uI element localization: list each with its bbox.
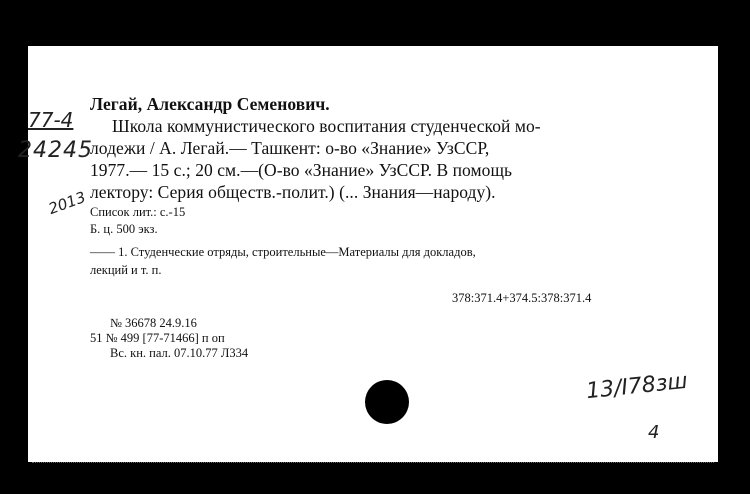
title-line-1: Школа коммунистического воспитания студенческой мо-: [112, 116, 541, 136]
card-bottom-edge: [32, 462, 714, 463]
title-line-3: 1977.— 15 с.; 20 см.—(О-во «Знание» УзССР. В помощь: [90, 160, 512, 180]
bibliography-note: Список лит.: с.-15: [90, 205, 186, 219]
catalog-card: [18, 44, 718, 462]
author-heading: Легай, Александр Семенович.: [90, 94, 330, 114]
handwritten-shelf-code: 77-4: [28, 108, 74, 132]
handwritten-signature-note: 13/I78зш: [584, 368, 689, 405]
subject-line-2: лекций и т. п.: [90, 263, 162, 277]
handwritten-mark: 4: [648, 422, 660, 443]
card-top-edge: [28, 44, 718, 46]
title-line-2: лодежи / А. Легай.— Ташкент: о-во «Знание» УзССР,: [90, 138, 490, 158]
title-line-4: лектору: Серия обществ.-полит.) (... Знания—народу).: [90, 182, 496, 202]
subject-line-1: —— 1. Студенческие отряды, строительные—Материалы для докладов,: [90, 245, 476, 259]
handwritten-number: 24245: [18, 138, 93, 163]
record-line-1: № 36678 24.9.16: [110, 316, 197, 330]
record-line-2: 51 № 499 [77-71466] п оп: [90, 331, 225, 345]
punch-hole: [365, 380, 409, 424]
classification-code: 378:371.4+374.5:378:371.4: [452, 291, 592, 305]
handwritten-year-note: 2013: [46, 188, 89, 218]
price-note: Б. ц. 500 экз.: [90, 222, 158, 236]
record-line-3: Вс. кн. пал. 07.10.77 Л334: [110, 346, 249, 360]
